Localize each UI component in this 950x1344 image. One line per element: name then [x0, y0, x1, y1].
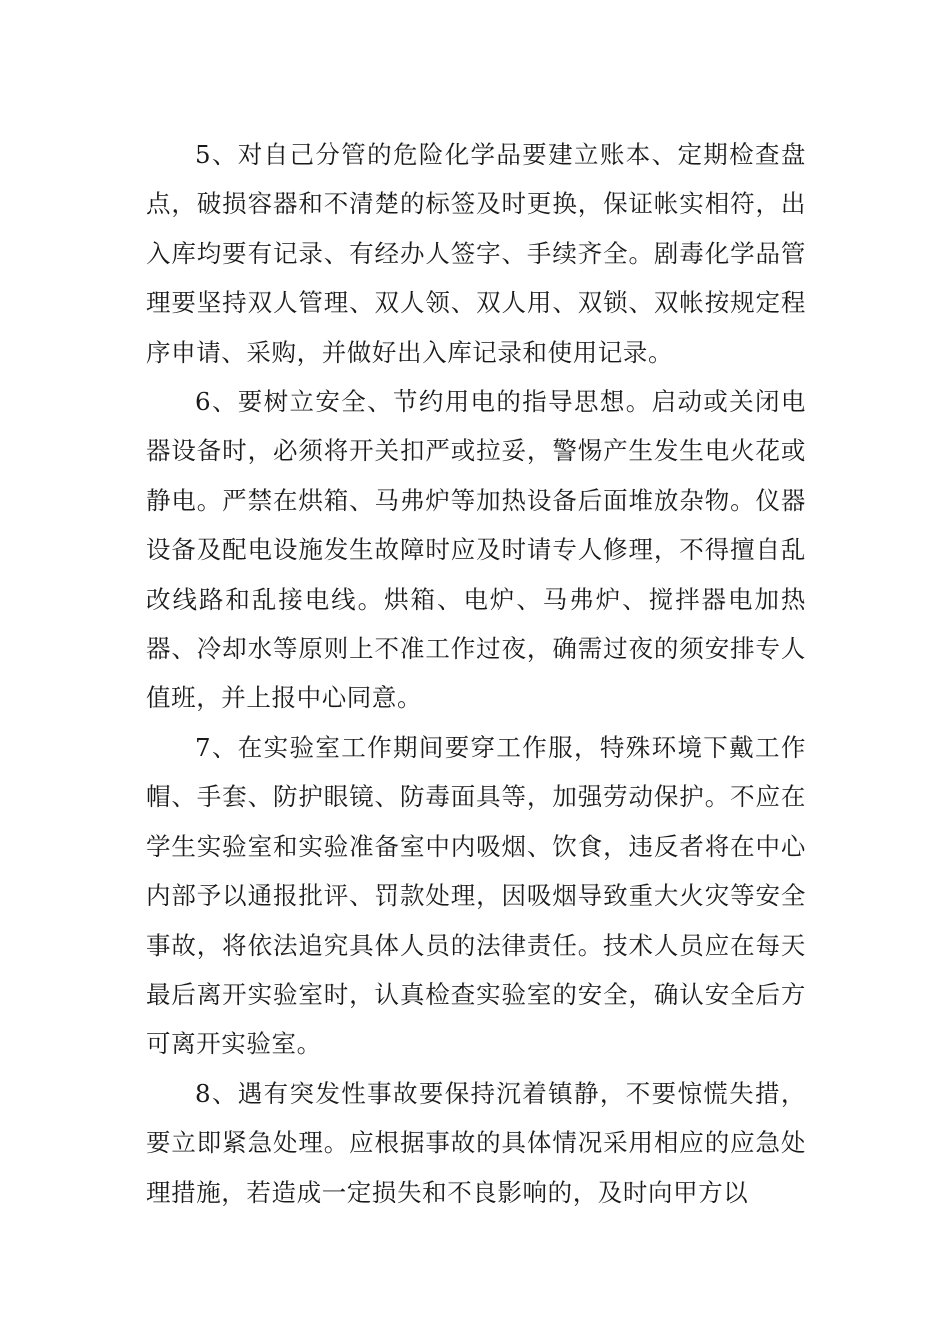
paragraph-item-5: 5、对自己分管的危险化学品要建立账本、定期检查盘点，破损容器和不清楚的标签及时更换，保证帐实相符，出入库均要有记录、有经办人签字、手续齐全。剧毒化学品管理要坚持双人管理、双人领、双人用、双锁、双帐按规定程序申请、采购，并做好出入库记录和使用记录。	[146, 140, 806, 367]
paragraph-item-7: 7、在实验室工作期间要穿工作服，特殊环境下戴工作帽、手套、防护眼镜、防毒面具等，加强劳动保护。不应在学生实验室和实验准备室中内吸烟、饮食，违反者将在中心内部予以通报批评、罚款处理，因吸烟导致重大火灾等安全事故，将依法追究具体人员的法律责任。技术人员应在每天最后离开实验室时，认真检查实验室的安全，确认安全后方可离开实验室。	[146, 732, 806, 1059]
paragraph-item-8: 8、遇有突发性事故要保持沉着镇静，不要惊慌失措，要立即紧急处理。应根据事故的具体情况采用相应的应急处理措施，若造成一定损失和不良影响的，及时向甲方以	[146, 1078, 806, 1207]
document-body	[146, 130, 806, 1217]
paragraph-item-6: 6、要树立安全、节约用电的指导思想。启动或关闭电器设备时，必须将开关扣严或拉妥，警惕产生发生电火花或静电。严禁在烘箱、马弗炉等加热设备后面堆放杂物。仪器设备及配电设施发生故障时应及时请专人修理，不得擅自乱改线路和乱接电线。烘箱、电炉、马弗炉、搅拌器电加热器、冷却水等原则上不准工作过夜，确需过夜的须安排专人值班，并上报中心同意。	[146, 387, 806, 713]
